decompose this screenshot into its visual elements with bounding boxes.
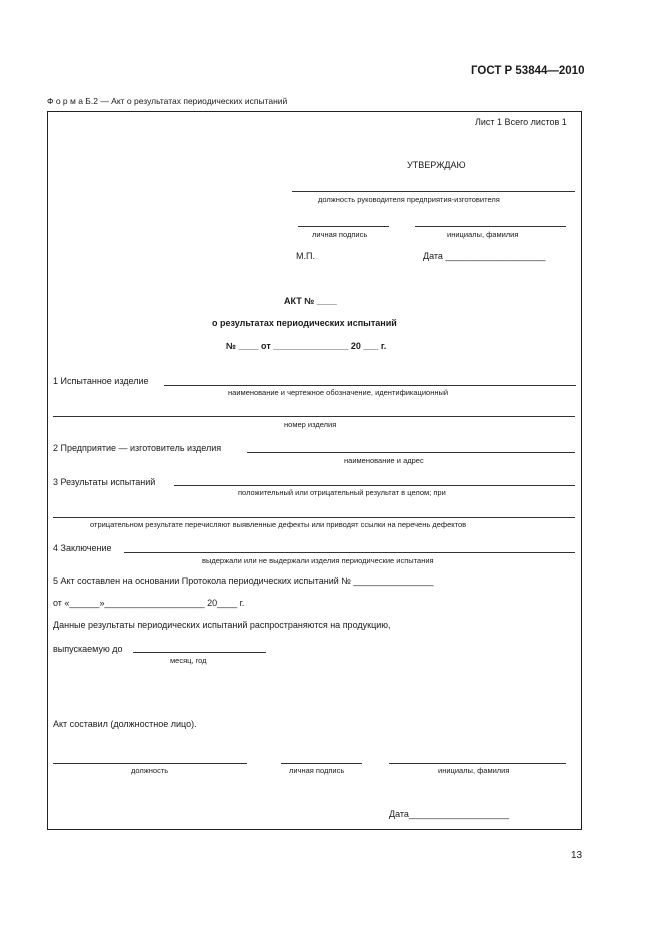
position-line [292, 191, 575, 192]
item1-caption2: номер изделия [284, 420, 337, 429]
signoff-name-caption: инициалы, фамилия [438, 766, 510, 775]
item2-line [247, 452, 575, 453]
distribution-text: Данные результаты периодических испытаний распространяются на продукцию, [53, 620, 391, 630]
item1-line [164, 385, 576, 386]
name-line [415, 226, 566, 227]
act-title: АКТ № ____ [284, 296, 337, 306]
item3-label: 3 Результаты испытаний [53, 477, 156, 487]
from-line: от «______»____________________ 20____ г. [53, 598, 245, 608]
item4-caption: выдержали или не выдержали изделия периодические испытания [202, 556, 434, 565]
produced-label: выпускаемую до [53, 644, 123, 654]
item1-caption1: наименование и чертежное обозначение, идентификационный [228, 388, 449, 397]
standard-designation: ГОСТ Р 53844—2010 [471, 65, 585, 77]
signoff-position-line [53, 763, 247, 764]
approval-title: УТВЕРЖДАЮ [407, 160, 466, 170]
item5-text: 5 Акт составлен на основании Протокола периодических испытаний № ________________ [53, 576, 434, 586]
item2-caption: наименование и адрес [344, 456, 424, 465]
item2-label: 2 Предприятие — изготовитель изделия [53, 443, 222, 453]
form-caption: Ф о р м а Б.2 — Акт о результатах периодических испытаний [47, 96, 288, 106]
item3-caption2: отрицательном результате перечисляют выявленные дефекты или приводят ссылки на перечень дефектов [90, 520, 467, 529]
item3-caption1: положительный или отрицательный результат в целом; при [238, 488, 446, 497]
item3-line [174, 485, 575, 486]
page-number: 13 [571, 850, 583, 861]
month-year-caption: месяц, год [170, 656, 207, 665]
signoff-name-line [389, 763, 566, 764]
item1-line2 [53, 416, 575, 417]
signoff-signature-caption: личная подпись [289, 766, 345, 775]
signature-line [298, 226, 389, 227]
produced-line [133, 652, 266, 653]
item1-label: 1 Испытанное изделие [53, 376, 149, 386]
item3-line2 [53, 517, 575, 518]
signoff-signature-line [281, 763, 362, 764]
act-number-line: № ____ от _______________ 20 ___ г. [226, 341, 387, 351]
sheet-info: Лист 1 Всего листов 1 [475, 117, 567, 127]
item4-line [124, 552, 575, 553]
position-caption: должность руководителя предприятия-изготовителя [318, 195, 500, 204]
signature-caption: личная подпись [312, 230, 368, 239]
compiled-by: Акт составил (должностное лицо). [53, 719, 197, 729]
signoff-position-caption: должность [131, 766, 169, 775]
signoff-date: Дата____________________ [389, 809, 510, 819]
act-subtitle: о результатах периодических испытаний [212, 318, 397, 328]
name-caption: инициалы, фамилия [447, 230, 519, 239]
approval-date: Дата ____________________ [423, 251, 546, 261]
stamp-label: М.П. [296, 251, 315, 261]
item4-label: 4 Заключение [53, 543, 112, 553]
